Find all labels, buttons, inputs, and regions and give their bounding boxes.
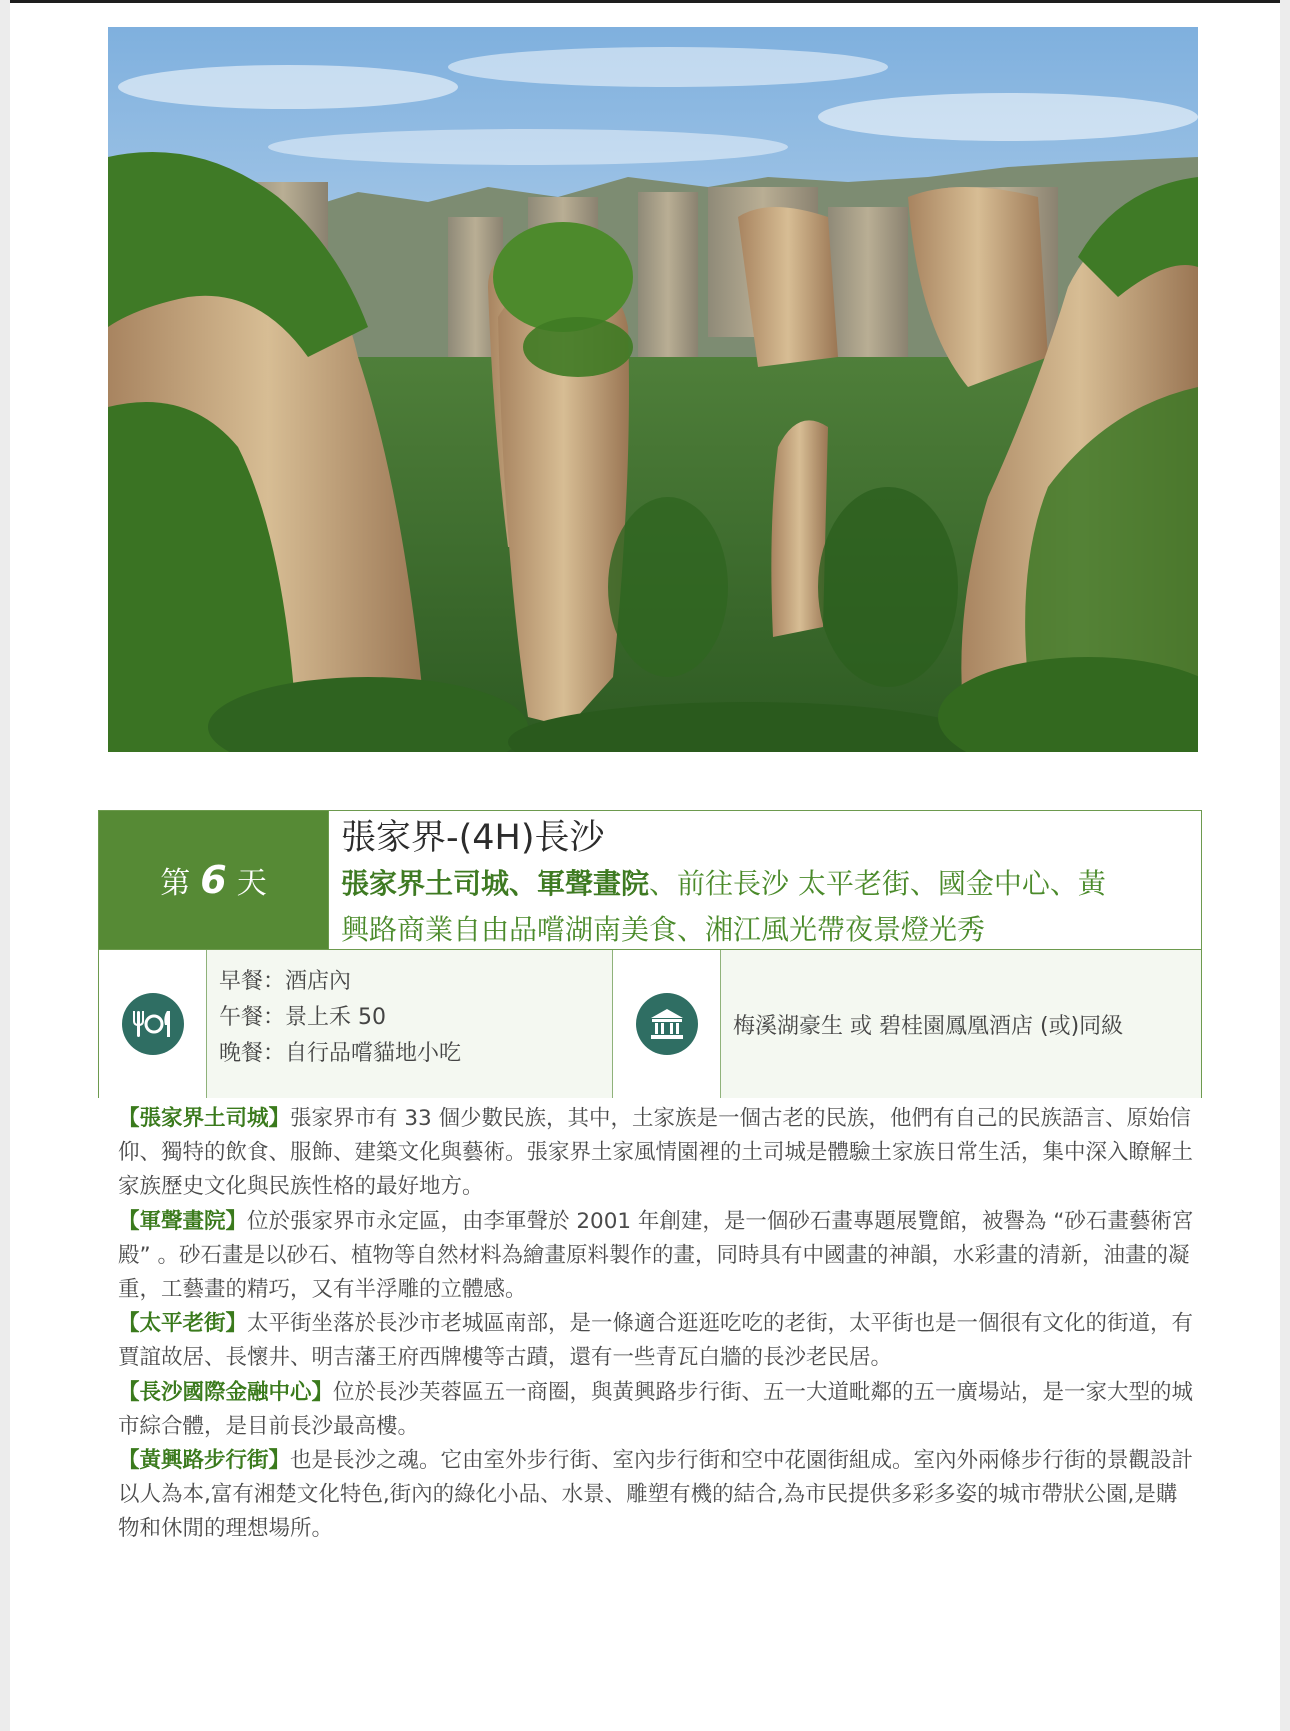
desc-body: 也是長沙之魂。它由室外步行街、室內步行街和空中花園街組成。室內外兩條步行街的景觀設計以人為本,富有湘楚文化特色,街內的綠化小品、水景、雕塑有機的結合,為市民提供多彩多姿的城市帶狀公園,是購物和休閒的理想場所。 (118, 1448, 1194, 1542)
day-suffix: 天 (236, 866, 267, 901)
attraction-descriptions (118, 1102, 1198, 1547)
meal-lunch: 午餐：景上禾 50 (219, 1005, 386, 1030)
meals-hotel-row (99, 949, 1201, 1097)
desc-body: 位於長沙芙蓉區五一商圈，與黃興路步行街、五一大道毗鄰的五一廣場站，是一家大型的城市綜合體，是目前長沙最高樓。 (118, 1379, 1194, 1439)
hotel-name: 梅溪湖豪生 或 碧桂園鳳凰酒店 (或)同級 (733, 1013, 1124, 1039)
desc-heading: 【長沙國際金融中心】 (118, 1379, 334, 1405)
building-icon (636, 993, 698, 1055)
desc-paragraph-tusi (118, 1102, 1198, 1205)
desc-body: 張家界市有 33 個少數民族，其中，土家族是一個古老的民族，他們有自己的民族語言、原始信仰、獨特的飲食、服飾、建築文化與藝術。張家界土家風情園裡的土司城是體驗土家族日常生活，集中深入瞭解土家族歷史文化與民族性格的最好地方。 (118, 1106, 1194, 1200)
mountain-illustration (108, 27, 1198, 752)
utensils-icon (122, 993, 184, 1055)
meals-icon-cell (99, 950, 207, 1098)
route-details-line2: 興路商業自由品嚐湖南美食、湘江風光帶夜景燈光秀 (341, 913, 986, 946)
desc-heading: 【張家界土司城】 (118, 1106, 291, 1131)
desc-heading: 【軍聲畫院】 (118, 1208, 248, 1234)
landscape-photo (108, 27, 1198, 752)
day-number: 6 (200, 858, 227, 902)
desc-body: 太平街坐落於長沙市老城區南部，是一條適合逛逛吃吃的老街，太平街也是一個很有文化的街道，有賈誼故居、長懷井、明吉藩王府西牌樓等古蹟，還有一些青瓦白牆的長沙老民居。 (118, 1311, 1194, 1371)
desc-paragraph-junsheng (118, 1205, 1198, 1308)
desc-paragraph-huangxing (118, 1444, 1198, 1547)
route-summary (328, 811, 1201, 949)
day-prefix: 第 (160, 866, 191, 901)
desc-heading: 【太平老街】 (118, 1311, 248, 1337)
route-details-line1: 、前往長沙 太平老街、國金中心、黃 (649, 867, 1106, 900)
route-title: 張家界-(4H)長沙 (341, 818, 605, 858)
hotel-cell (721, 950, 1201, 1098)
meals-cell (207, 950, 613, 1098)
route-highlights: 張家界土司城、軍聲畫院 (341, 867, 650, 900)
meal-dinner: 晚餐：自行品嚐貓地小吃 (219, 1041, 462, 1066)
hotel-icon-cell (613, 950, 721, 1098)
desc-paragraph-ifc (118, 1376, 1198, 1444)
desc-body: 位於張家界市永定區，由李軍聲於 2001 年創建，是一個砂石畫專題展覽館，被譽為 “砂石畫藝術宮殿” 。砂石畫是以砂石、植物等自然材料為繪畫原料製作的畫，同時具有中國畫的神韻，水彩畫的清新，油畫的凝重，工藝畫的精巧，又有半浮雕的立體感。 (118, 1208, 1194, 1303)
desc-heading: 【黃興路步行街】 (118, 1448, 291, 1474)
meal-breakfast: 早餐：酒店內 (219, 969, 352, 994)
day-itinerary-table (98, 810, 1202, 1098)
itinerary-page (10, 0, 1280, 1731)
desc-paragraph-taiping (118, 1307, 1198, 1375)
top-border (10, 0, 1280, 3)
day-number-badge (99, 811, 328, 949)
route-details (341, 861, 1189, 953)
